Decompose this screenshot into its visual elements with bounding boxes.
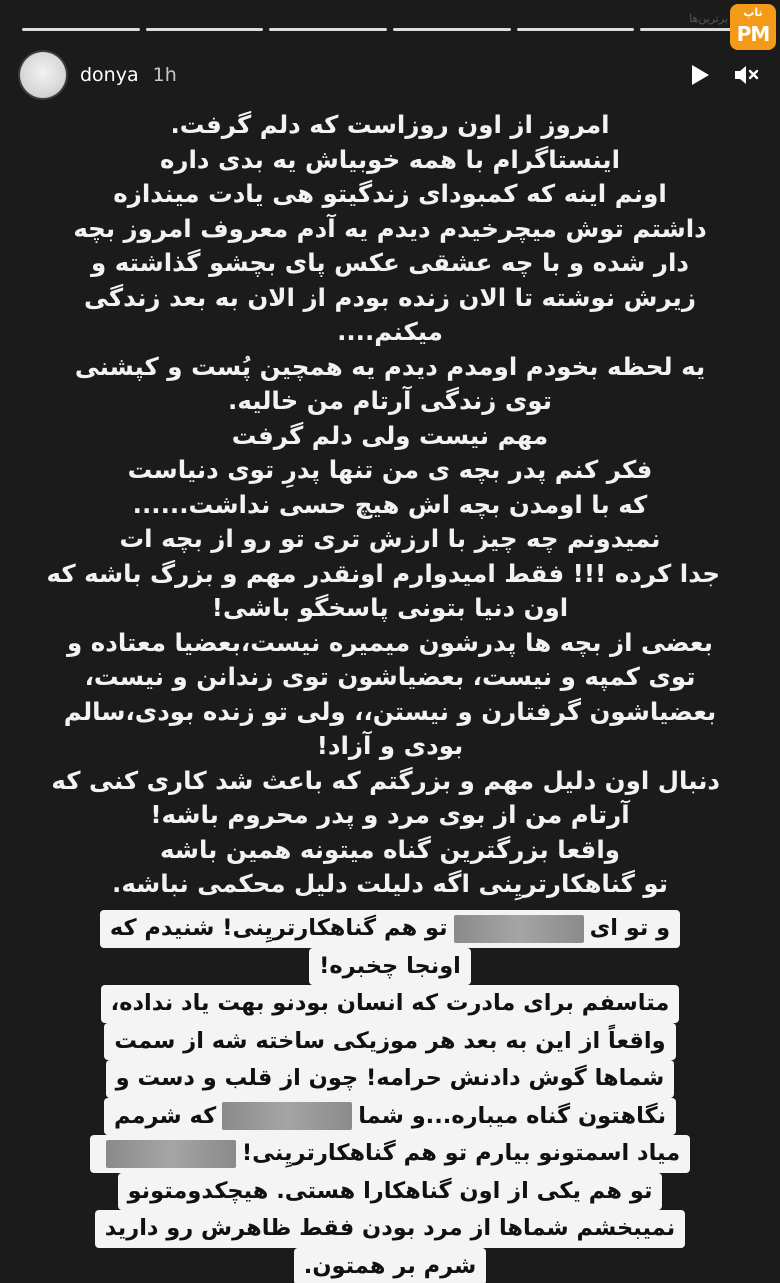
story-text-line: اینستاگرام با همه خوبیاش یه بدی داره [159,144,621,174]
play-icon [689,63,711,87]
story-text-line: جدا کرده !!! فقط امیدوارم اونقدر مهم و بزرگ باشه که [46,558,720,588]
highlighted-line: شرم بر همتون. [294,1248,486,1283]
progress-segment [22,28,140,31]
progress-segment [269,28,387,31]
progress-segment [517,28,635,31]
reply-text: میاد اسمتونو بیارم تو هم گناهکارتریِنی! [241,1140,681,1166]
reply-row [20,1098,760,1136]
story-text-line: فکر کنم پدر بچه ی من تنها پدرِ توی دنیاست [127,455,653,484]
blurred-name [454,915,584,943]
story-header [20,50,760,100]
story-text-line: آرتام من از بوی مرد و پدر محروم باشه! [150,800,630,829]
story-text-line: اونم اینه که کمبودای زندگیتو هی یادت میندازه [113,179,667,208]
highlighted-line [90,1135,690,1173]
story-text-line: که با اومدن بچه اش هیچ حسی نداشت...... [132,489,648,519]
story-text-line: واقعا بزرگترین گناه میتونه همین باشه [160,834,620,864]
mute-icon [733,63,759,87]
story-text-line: اون دنیا بتونی پاسخگو باشی! [211,593,569,622]
highlighted-line: متاسفم برای مادرت که انسان بودنو بهت یاد نداده، [101,985,680,1023]
mute-button[interactable] [732,61,760,89]
blurred-name [106,1140,236,1168]
username[interactable]: donya [80,64,139,86]
highlighted-line [100,910,680,948]
reply-row [20,910,760,948]
story-text-line: زیرش نوشته تا الان زنده بودم از الان به بعد زندگی [84,282,696,312]
watermark-logo-top: تاپ [743,6,763,19]
highlighted-line: اونجا چخبره! [309,948,471,986]
story-text-line: دار شده و با چه عشقی عکس پای بچشو گذاشته و [91,248,689,277]
avatar[interactable] [20,52,66,98]
highlighted-line: نمیبخشم شماها از مرد بودن فقط ظاهرش رو دارید [95,1210,685,1248]
reply-row [20,948,760,986]
reply-text-block [20,910,760,1283]
watermark-logo-text: PM [736,22,770,46]
play-button[interactable] [686,61,714,89]
story-controls [686,61,760,89]
reply-text: نگاهتون گناه میباره...و شما [358,1102,667,1129]
highlighted-line: تو هم یکی از اون گناهکارا هستی. هیچکدومتونو [118,1173,663,1211]
reply-row [20,1248,760,1283]
post-time: 1h [152,64,177,86]
blurred-name [222,1102,352,1130]
story-text-line: توی کمپه و نیست، بعضیاشون توی زندانن و نیست، [84,662,696,691]
reply-text: و تو ای [589,915,671,941]
highlighted-line: واقعاً از این به بعد هر موزیکی ساخته شه از سمت [104,1023,675,1061]
site-watermark-text: برترین‌ها [689,12,728,25]
story-text-line: بودی و آزاد! [316,731,464,760]
reply-row [20,985,760,1023]
story-text-line: امروز از اون روزاست که دلم گرفت. [170,110,610,139]
story-text-line: یه لحظه بخودم اومدم دیدم یه همچین پُست و کپشنی [74,351,706,381]
reply-row [20,1173,760,1211]
reply-row [20,1023,760,1061]
watermark-logo [730,4,776,50]
reply-row [20,1060,760,1098]
reply-text: که شرمم [113,1102,217,1129]
reply-text: تو هم گناهکارتریِنی! شنیدم که [109,915,448,941]
story-text-line: تو گناهکارتریِنی اگه دلیلت دلیل محکمی نباشه. [112,869,668,898]
story-text-line: میکنم.... [337,317,443,346]
story-text-line: توی زندگی آرتام من خالیه. [228,386,552,415]
story-text-line: دنبال اون دلیل مهم و بزرگتم که باعث شد کاری کنی که [51,765,720,795]
story-progress-bar [22,28,758,31]
reply-row [20,1210,760,1248]
story-text [46,108,720,902]
highlighted-line [104,1098,676,1136]
story-text-line: مهم نیست ولی دلم گرفت [231,420,549,450]
progress-segment [146,28,264,31]
progress-segment [393,28,511,31]
story-text-line: بعضیاشون گرفتارن و نیستن،، ولی تو زنده بودی،سالم [63,696,717,726]
story-text-line: بعضی از بچه ها پدرشون میمیره نیست،بعضیا معتاده و [67,627,713,657]
highlighted-line: شماها گوش دادنش حرامه! چون از قلب و دست و [106,1060,675,1098]
reply-row [20,1135,760,1173]
story-text-line: داشتم توش میچرخیدم دیدم یه آدم معروف امروز بچه [73,213,707,243]
story-text-line: نمیدونم چه چیز با ارزش تری تو رو از بچه ات [119,524,661,553]
